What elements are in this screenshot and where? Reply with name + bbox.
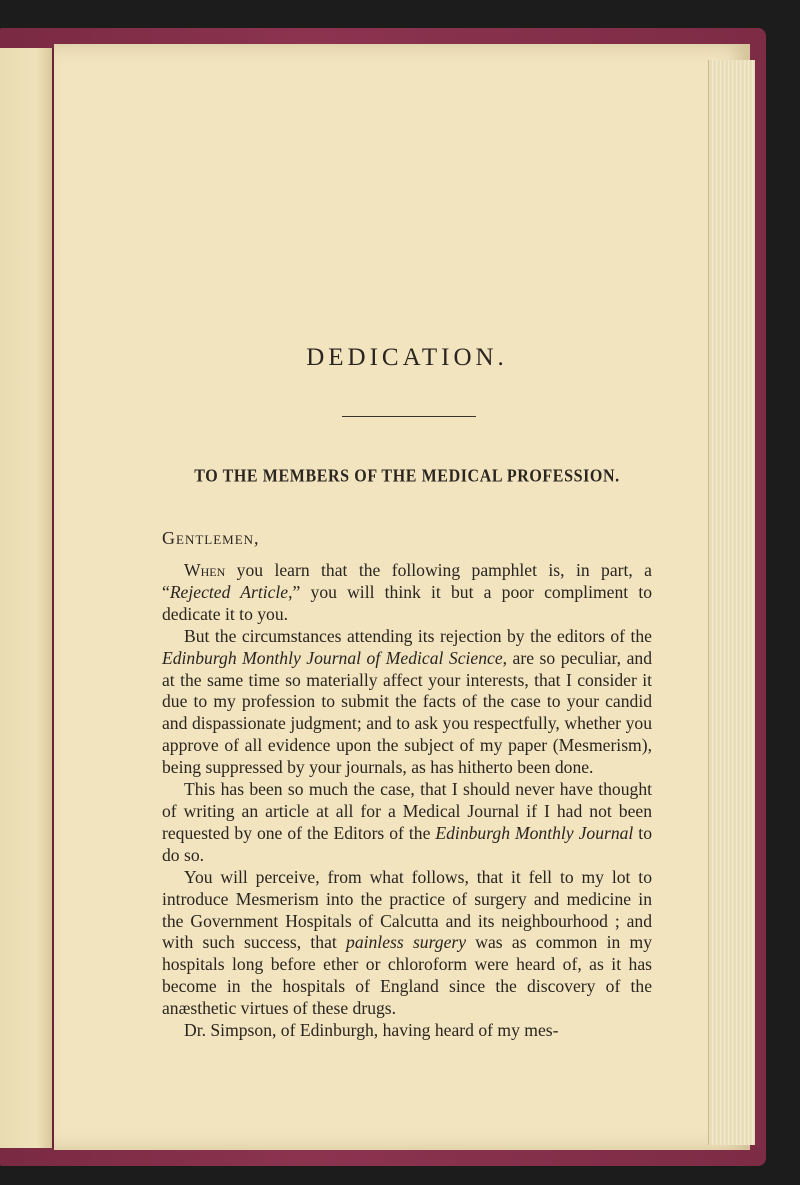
paragraph-3 xyxy=(162,779,652,867)
paragraph-4 xyxy=(162,867,652,1020)
italic-run: Edinburgh Monthly Journal of Medical Science xyxy=(162,647,503,668)
page-edge xyxy=(708,60,755,1145)
text-run: to do so. xyxy=(162,822,652,865)
text-run: you learn that the following pamphlet is, in part, a “ xyxy=(162,560,652,602)
body-text xyxy=(162,560,652,1042)
text-run: Dr. Simpson, of Edinburgh, having heard of my mes- xyxy=(184,1020,559,1041)
text-run: , are so peculiar, and at the same time so materially affect your interests, that I consider it due to my profession to submit the facts of the case to your candid and dispassionate judgment; and to ask you respectfully, whether you approve of all evidence upon the subject of my paper (Mesmerism), being suppressed by your journals, as has hitherto been done. xyxy=(162,647,652,778)
italic-run: Rejected Article xyxy=(169,581,289,602)
italic-run: Edinburgh Monthly Journal xyxy=(435,822,634,843)
paragraph-1 xyxy=(162,560,652,626)
lead-word: When xyxy=(184,560,226,580)
text-run: was as common in my hospitals long before ether or chloroform were heard of, as it has become in the hospitals of England since the discovery of the anæsthetic virtues of these drugs. xyxy=(162,932,652,1019)
text-run: ,” you will think it but a poor compliment to dedicate it to you. xyxy=(162,581,653,624)
text-run: This has been so much the case, that I should never have thought of writing an article at all for a Medical Journal if I had not been requested by one of the Editors of the xyxy=(162,779,652,843)
paragraph-2 xyxy=(162,626,652,779)
inner-board xyxy=(0,48,54,1148)
text-run: But the circumstances attending its rejection by the editors of the xyxy=(184,625,652,646)
salutation: Gentlemen, xyxy=(162,528,260,548)
text-run: You will perceive, from what follows, that it fell to my lot to introduce Mesmerism into the practice of surgery and medicine in the Government Hospitals of Calcutta and its neighbourhood ; and with such success, that xyxy=(162,866,652,953)
italic-run: painless surgery xyxy=(346,932,467,953)
page-title: DEDICATION. xyxy=(306,344,508,371)
title-rule xyxy=(342,416,476,417)
dedication-subtitle: TO THE MEMBERS OF THE MEDICAL PROFESSION. xyxy=(194,466,620,487)
paragraph-5 xyxy=(162,1020,652,1042)
book-page xyxy=(54,44,750,1150)
